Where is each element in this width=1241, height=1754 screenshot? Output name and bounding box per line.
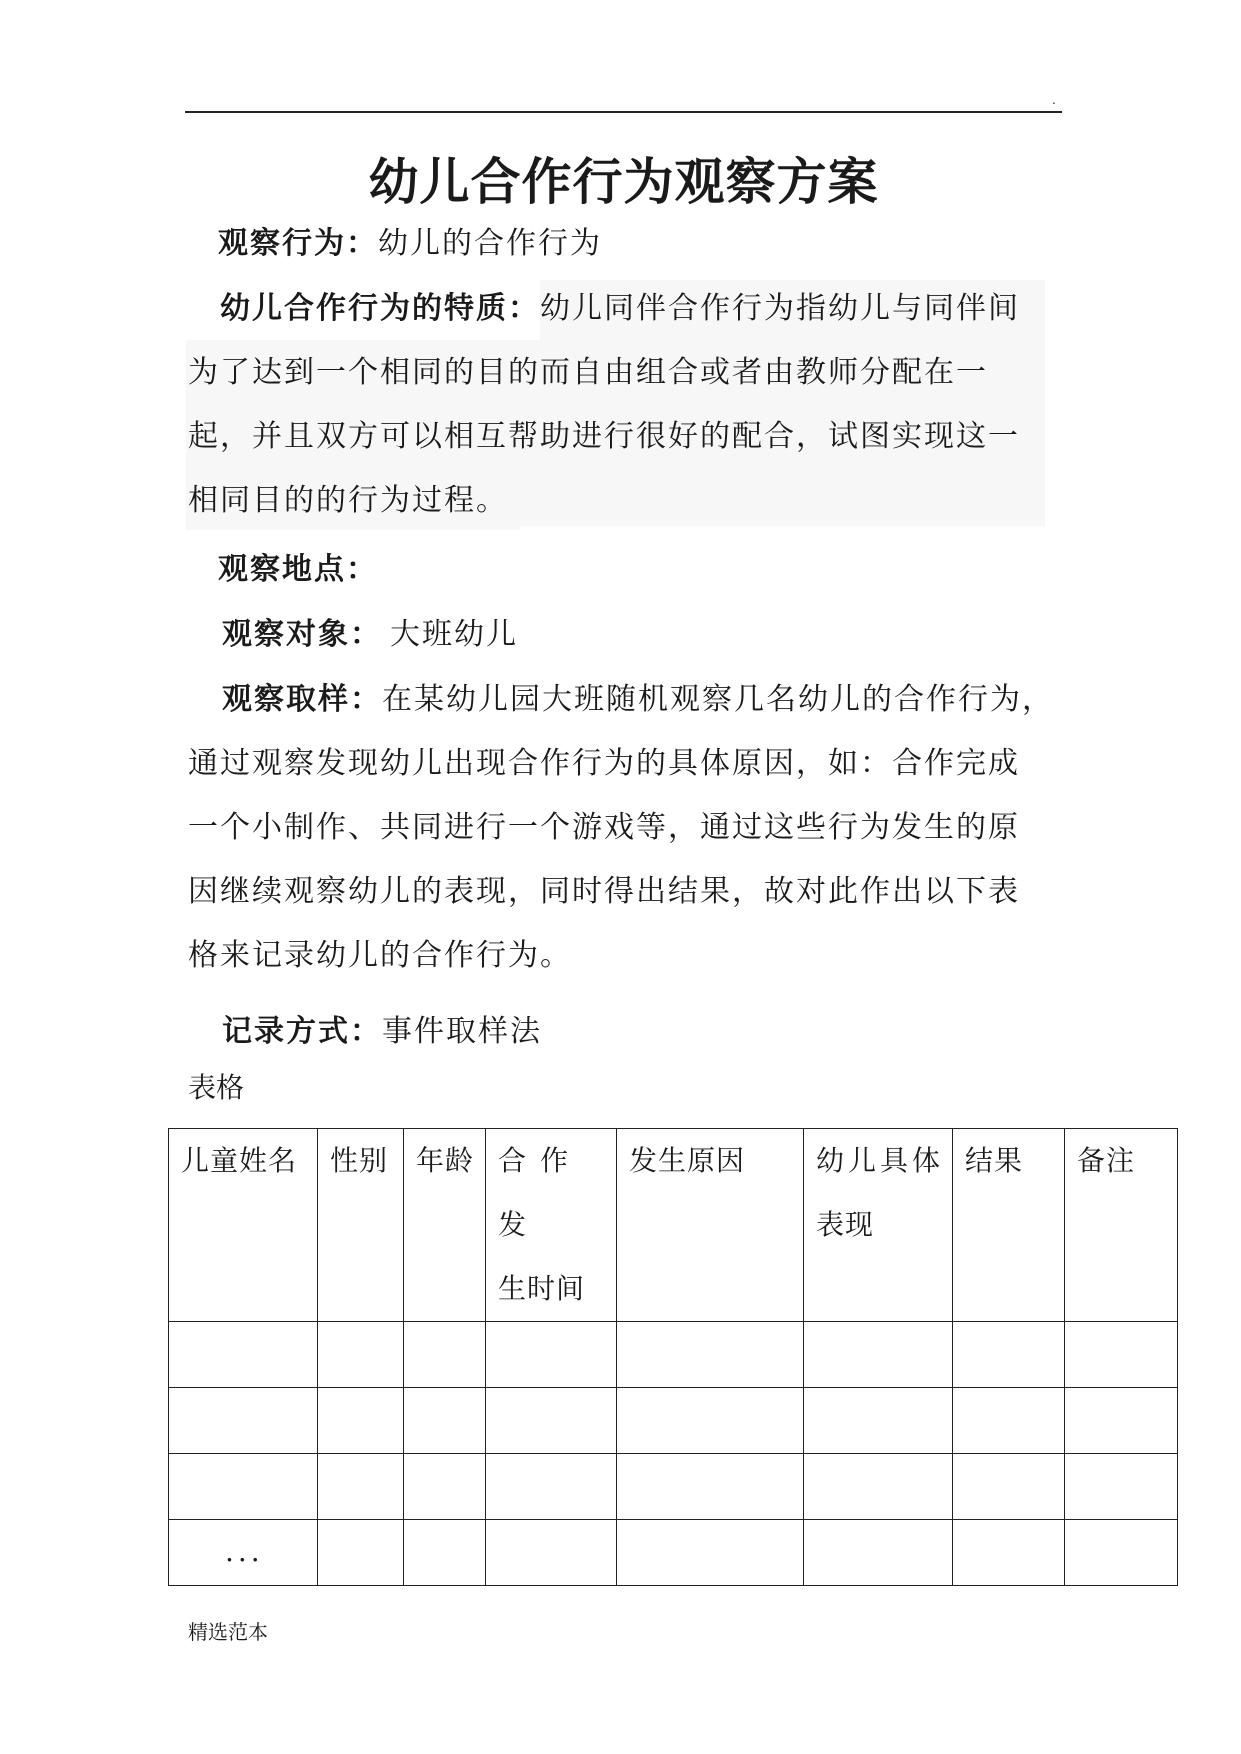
behavior-paragraph — [218, 212, 602, 276]
trait-line-2: 为了达到一个相同的目的而自由组合或者由教师分配在一 — [188, 355, 988, 390]
header-name: 儿童姓名 — [181, 1144, 298, 1177]
table-cell[interactable] — [404, 1388, 486, 1454]
header-result: 结果 — [965, 1144, 1024, 1177]
record-table — [168, 1128, 1178, 1586]
table-caption: 表格 — [188, 1071, 245, 1104]
table-cell[interactable] — [486, 1322, 617, 1388]
table-cell[interactable] — [318, 1520, 404, 1586]
header-reason: 发生原因 — [629, 1144, 746, 1177]
subject-paragraph — [222, 603, 518, 667]
sampling-line-2: 通过观察发现幼儿出现合作行为的具体原因，如：合作完成 — [188, 746, 1020, 781]
table-cell[interactable] — [617, 1520, 804, 1586]
header-note: 备注 — [1077, 1144, 1136, 1177]
behavior-label: 观察行为： — [218, 226, 378, 261]
header-mark: . — [1052, 93, 1056, 107]
ellipsis-text: ... — [225, 1535, 264, 1568]
table-header-row — [169, 1129, 1178, 1322]
method-paragraph — [222, 1000, 542, 1064]
table-row — [169, 1322, 1178, 1388]
sampling-line-4: 因继续观察幼儿的表现，同时得出结果，故对此作出以下表 — [188, 874, 1020, 909]
table-cell[interactable] — [1065, 1520, 1178, 1586]
table-cell[interactable] — [953, 1322, 1065, 1388]
sampling-line-1 — [188, 668, 1078, 732]
header-cell-time — [486, 1129, 617, 1322]
header-performance-line-2: 表现 — [816, 1208, 875, 1241]
sampling-line-5: 格来记录幼儿的合作行为。 — [188, 938, 572, 973]
table-cell[interactable] — [169, 1454, 318, 1520]
table-cell[interactable] — [1065, 1322, 1178, 1388]
sampling-paragraph — [188, 668, 1078, 988]
table-cell[interactable] — [404, 1454, 486, 1520]
header-time-line-1: 合作发 — [498, 1144, 583, 1241]
table-cell[interactable] — [617, 1322, 804, 1388]
page-title: 幼儿合作行为观察方案 — [368, 153, 879, 211]
table-cell[interactable] — [804, 1520, 953, 1586]
table-cell[interactable] — [804, 1322, 953, 1388]
header-time-line-2: 生时间 — [498, 1272, 586, 1305]
table-cell[interactable] — [318, 1454, 404, 1520]
table-cell[interactable] — [804, 1388, 953, 1454]
table-cell[interactable] — [318, 1388, 404, 1454]
location-label: 观察地点： — [218, 552, 378, 587]
header-cell-note — [1065, 1129, 1178, 1322]
header-performance-line-1: 幼儿具体 — [816, 1144, 945, 1177]
trait-label: 幼儿合作行为的特质： — [220, 291, 540, 326]
sampling-text-1: 在某幼儿园大班随机观察几名幼儿的合作行为， — [382, 682, 1054, 717]
header-cell-age — [404, 1129, 486, 1322]
header-cell-result — [953, 1129, 1065, 1322]
table-cell[interactable] — [1065, 1454, 1178, 1520]
header-cell-reason — [617, 1129, 804, 1322]
table-cell[interactable] — [953, 1454, 1065, 1520]
method-label: 记录方式： — [222, 1014, 382, 1049]
table-cell[interactable] — [617, 1388, 804, 1454]
table-cell[interactable] — [486, 1520, 617, 1586]
subject-label: 观察对象： — [222, 617, 382, 652]
table-cell[interactable] — [953, 1520, 1065, 1586]
table-cell[interactable] — [486, 1388, 617, 1454]
sampling-line-3: 一个小制作、共同进行一个游戏等，通过这些行为发生的原 — [188, 810, 1020, 845]
table-row — [169, 1520, 1178, 1586]
table-cell[interactable] — [953, 1388, 1065, 1454]
trait-line-1 — [188, 277, 1078, 341]
table-row — [169, 1454, 1178, 1520]
trait-line-4: 相同目的的行为过程。 — [188, 483, 508, 518]
table-cell[interactable] — [169, 1388, 318, 1454]
table-cell[interactable] — [169, 1322, 318, 1388]
trait-paragraph — [188, 277, 1078, 533]
table-cell[interactable] — [1065, 1388, 1178, 1454]
table-cell[interactable] — [486, 1454, 617, 1520]
table-cell[interactable] — [804, 1454, 953, 1520]
header-age: 年龄 — [416, 1144, 475, 1177]
subject-value: 大班幼儿 — [390, 617, 518, 652]
method-value: 事件取样法 — [382, 1014, 542, 1049]
trait-text-1: 幼儿同伴合作行为指幼儿与同伴间 — [540, 291, 1020, 326]
header-cell-name — [169, 1129, 318, 1322]
location-paragraph — [218, 538, 378, 602]
table-cell[interactable] — [617, 1454, 804, 1520]
footer-text: 精选范本 — [188, 1620, 268, 1644]
table-cell[interactable] — [318, 1322, 404, 1388]
header-gender: 性别 — [330, 1144, 389, 1177]
header-cell-gender — [318, 1129, 404, 1322]
table-cell-ellipsis[interactable] — [169, 1520, 318, 1586]
header-cell-performance — [804, 1129, 953, 1322]
table-cell[interactable] — [404, 1322, 486, 1388]
sampling-label: 观察取样： — [222, 682, 382, 717]
header-rule — [185, 111, 1062, 113]
trait-line-3: 起，并且双方可以相互帮助进行很好的配合，试图实现这一 — [188, 419, 1020, 454]
table-row — [169, 1388, 1178, 1454]
behavior-value: 幼儿的合作行为 — [378, 226, 602, 261]
table-cell[interactable] — [404, 1520, 486, 1586]
